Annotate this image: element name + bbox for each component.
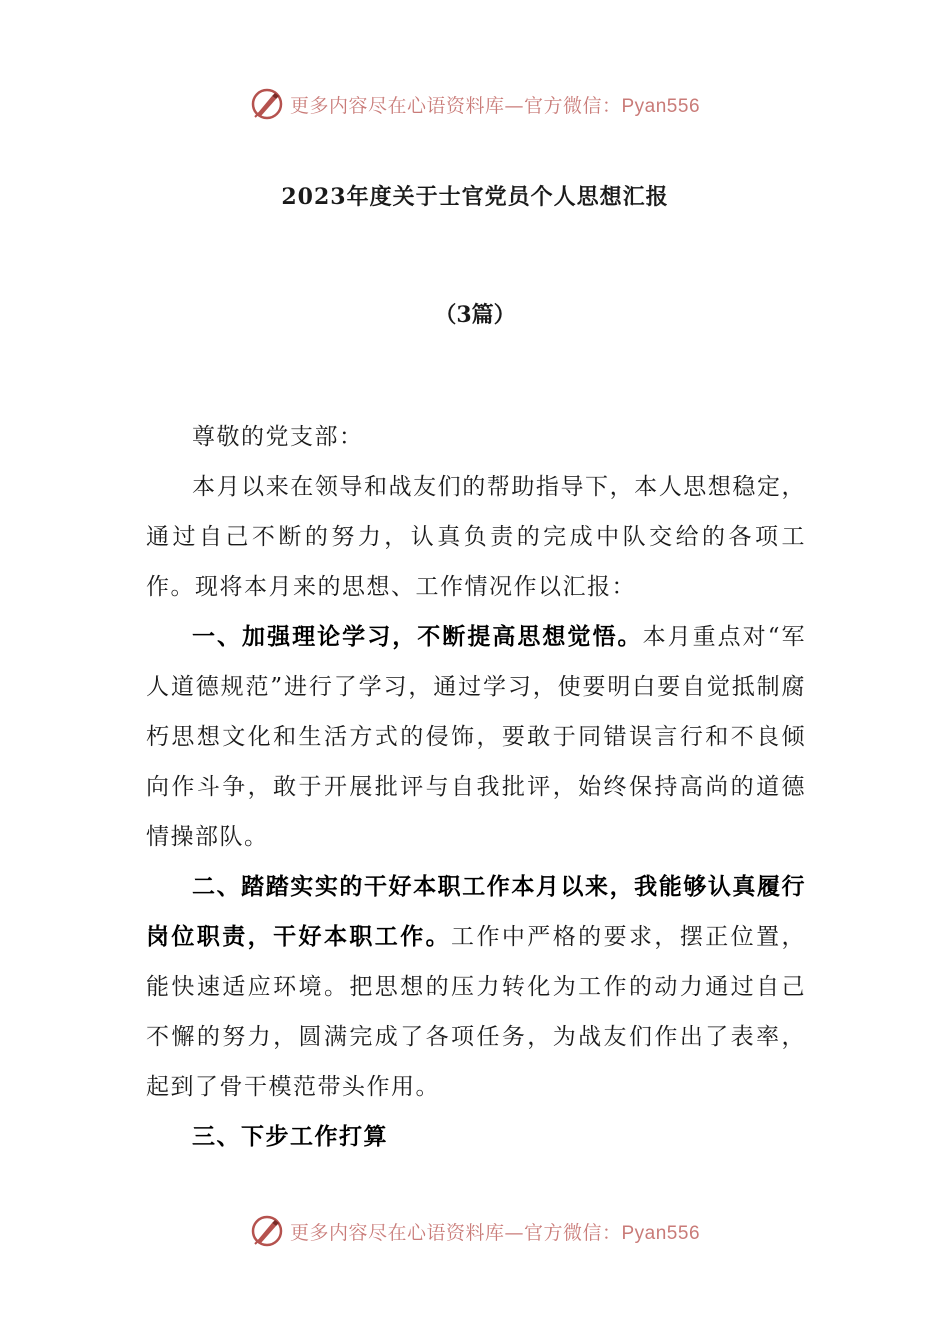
document-title: 2023年度关于士官党员个人思想汇报 xyxy=(281,184,669,210)
section-2-heading: 二、踏踏实实的干好本职工作本月以来，我能够认真履行岗位职责，干好本职工作。 xyxy=(146,873,806,950)
pen-logo-icon xyxy=(250,1214,284,1248)
pen-logo-icon xyxy=(250,87,284,121)
wechat-id: Pyan556 xyxy=(621,95,701,117)
document-subtitle: （3篇） xyxy=(434,302,516,328)
section-1-paragraph xyxy=(146,612,806,862)
salutation: 尊敬的党支部： xyxy=(192,424,364,450)
section-2-text: 工作中严格的要求，摆正位置，能快速适应环境。把思想的压力转化为工作的动力通过自己不懈的努力，圆满完成了各项任务，为战友们作出了表率，起到了骨干模范带头作用。 xyxy=(146,924,807,1100)
section-3-paragraph xyxy=(146,1112,806,1162)
intro-paragraph: 本月以来在领导和战友们的帮助指导下，本人思想稳定，通过自己不断的努力，认真负责的完成中队交给的各项工作。现将本月来的思想、工作情况作以汇报： xyxy=(146,474,806,600)
footer-watermark xyxy=(0,1211,950,1251)
section-2-paragraph xyxy=(146,862,806,1112)
watermark-text: 更多内容尽在心语资料库—官方微信：Pyan556 xyxy=(289,94,701,117)
section-1-text: 本月重点对“军人道德规范”进行了学习，通过学习，使要明白要自觉抵制腐朽思想文化和生活方式的侵饰，要敢于同错误言行和不良倾向作斗争，敢于开展批评与自我批评，始终保持高尚的道德情操部队。 xyxy=(146,624,807,850)
header-watermark xyxy=(0,84,950,124)
section-3-heading: 三、下步工作打算 xyxy=(192,1123,388,1150)
document-body xyxy=(146,412,806,1162)
wechat-id: Pyan556 xyxy=(621,1222,701,1244)
section-1-heading: 一、加强理论学习，不断提高思想觉悟。 xyxy=(192,623,643,650)
watermark-text: 更多内容尽在心语资料库—官方微信：Pyan556 xyxy=(289,1221,701,1244)
